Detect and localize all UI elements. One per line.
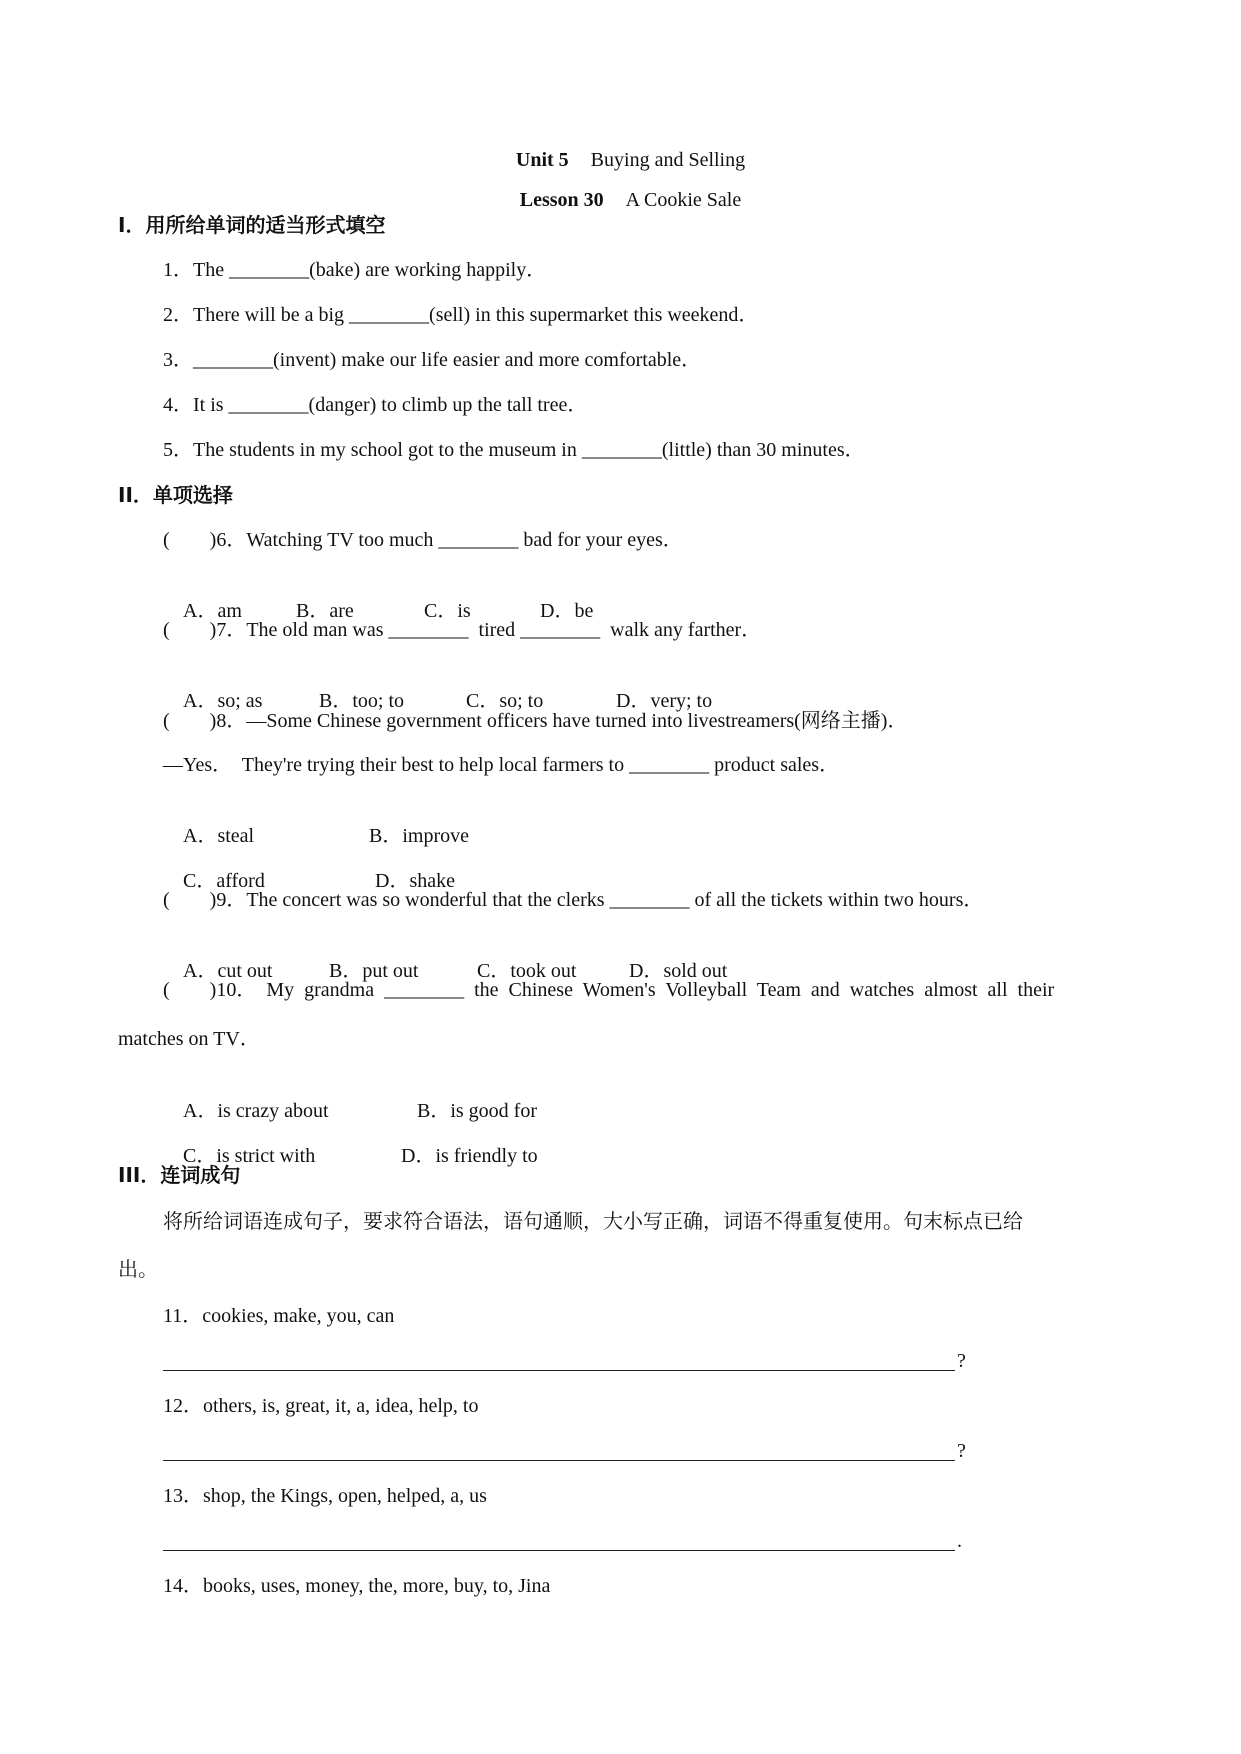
option-b: B．is good for <box>417 1100 537 1122</box>
option-b: B．are <box>296 600 354 622</box>
option-d: D．very; to <box>616 690 713 712</box>
option-d: D．shake <box>375 870 455 892</box>
option-b: B．put out <box>329 960 419 982</box>
option-c: C．is <box>424 600 471 622</box>
answer-11-end-mark: ? <box>957 1350 966 1372</box>
question-8-reply: —Yes． They're trying their best to help local farmers to ________ product sales． <box>163 754 840 776</box>
option-b: B．too; to <box>319 690 405 712</box>
question-9: ( )9．The concert was so wonderful that the clerks ________ of all the tickets within two hours． <box>163 889 984 911</box>
option-d: D．sold out <box>629 960 728 982</box>
option-a: A．so; as <box>183 690 263 712</box>
question-3: 3．________(invent) make our life easier and more comfortable． <box>163 349 702 371</box>
question-8-stem: ( )8．—Some Chinese government officers have turned into livestreamers( <box>163 710 801 732</box>
option-c: C．took out <box>477 960 577 982</box>
question-8-chinese-gloss: 网络主播 <box>800 708 881 732</box>
question-12: 12．others, is, great, it, a, idea, help, to <box>163 1395 479 1417</box>
section-3-instruction-continued: 出。 <box>118 1257 158 1281</box>
answer-13-end-mark: . <box>957 1530 962 1552</box>
option-a: A．am <box>183 600 242 622</box>
option-d: D．be <box>540 600 594 622</box>
option-c: C．afford <box>183 870 265 892</box>
question-5: 5．The students in my school got to the museum in ________(little) than 30 minutes． <box>163 439 865 461</box>
option-a: A．is crazy about <box>183 1100 329 1122</box>
option-a: A．cut out <box>183 960 273 982</box>
option-b: B．improve <box>369 825 469 847</box>
section-3-title: III．连词成句 <box>118 1163 241 1187</box>
unit-label: Unit 5 <box>515 149 569 171</box>
option-c: C．is strict with <box>183 1145 316 1167</box>
question-8-stem-end: )． <box>880 710 908 732</box>
answer-12-end-mark: ? <box>957 1440 966 1462</box>
option-a: A．steal <box>183 825 255 847</box>
option-c: C．so; to <box>466 690 544 712</box>
unit-title: Buying and Selling <box>590 149 746 171</box>
question-10-continued: matches on TV． <box>118 1028 260 1050</box>
question-4: 4．It is ________(danger) to climb up the tall tree． <box>163 394 588 416</box>
section-3-instruction: 将所给词语连成句子，要求符合语法，语句通顺，大小写正确，词语不得重复使用。句末标点已给 <box>163 1209 1023 1233</box>
question-10: ( )10． My grandma ________ the Chinese Women's Volleyball Team and watches almost all their <box>163 979 1055 1001</box>
question-13: 13．shop, the Kings, open, helped, a, us <box>163 1485 487 1507</box>
question-14: 14．books, uses, money, the, more, buy, to, Jina <box>163 1575 551 1597</box>
question-1: 1．The ________(bake) are working happily． <box>163 259 547 281</box>
answer-line-11[interactable] <box>163 1370 955 1371</box>
section-2-title: II．单项选择 <box>118 483 233 507</box>
question-8 <box>163 707 907 734</box>
lesson-label: Lesson 30 <box>519 189 604 211</box>
answer-line-13[interactable] <box>163 1550 955 1551</box>
question-11: 11．cookies, make, you, can <box>163 1305 395 1327</box>
lesson-title: A Cookie Sale <box>625 189 742 211</box>
answer-line-12[interactable] <box>163 1460 955 1461</box>
question-7: ( )7．The old man was ________ tired ________ walk any farther． <box>163 619 762 641</box>
section-1-title: I．用所给单词的适当形式填空 <box>118 213 386 237</box>
option-d: D．is friendly to <box>401 1145 538 1167</box>
question-6: ( )6．Watching TV too much ________ bad for your eyes． <box>163 529 683 551</box>
question-2: 2．There will be a big ________(sell) in this supermarket this weekend． <box>163 304 759 326</box>
